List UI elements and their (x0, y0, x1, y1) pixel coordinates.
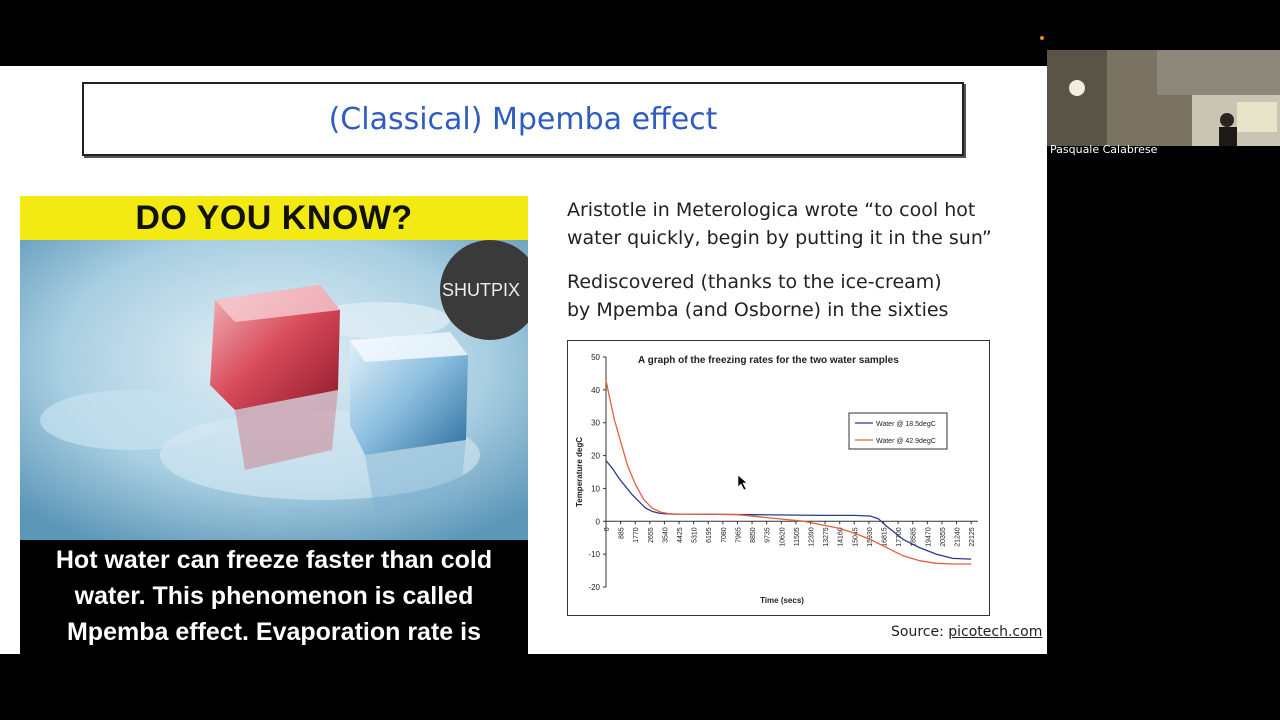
y-tick-label: 40 (591, 385, 600, 395)
paragraph-line: water quickly, begin by putting it in the sun” (567, 227, 992, 249)
banner-text: DO YOU KNOW? (135, 198, 413, 237)
rediscovered-paragraph (567, 268, 948, 324)
x-tick-label: 7080 (720, 527, 728, 543)
chart-title: A graph of the freezing rates for the two water samples (638, 355, 899, 366)
x-tick-label: 15930 (866, 527, 874, 547)
x-tick-label: 8850 (750, 527, 758, 543)
x-tick-label: 5310 (691, 527, 699, 543)
x-tick-label: 21240 (954, 527, 962, 547)
caption-line: water. This phenomenon is called (74, 582, 474, 610)
x-tick-label: 19470 (925, 527, 933, 547)
x-tick-label: 14160 (837, 527, 845, 547)
x-tick-label: 13275 (823, 527, 831, 547)
participant-name: Pasquale Calabrese (1050, 143, 1158, 156)
x-tick-label: 3540 (662, 527, 670, 543)
y-axis-label: Temperature degC (575, 436, 584, 508)
x-tick-label: 6195 (706, 527, 714, 543)
infographic-image (20, 196, 528, 654)
paragraph-line: Aristotle in Meterologica wrote “to cool hot (567, 199, 976, 221)
legend-label: Water @ 42.9degC (876, 438, 936, 445)
x-tick-label: 0 (604, 527, 611, 532)
watermark-text: SHUTPIX (442, 279, 521, 300)
x-tick-label: 9735 (764, 527, 772, 543)
x-tick-label: 18585 (910, 527, 918, 547)
y-tick-label: 50 (591, 353, 600, 362)
freezing-rate-chart (567, 340, 990, 616)
chart-canvas (568, 341, 991, 617)
x-tick-label: 16815 (881, 527, 889, 547)
x-tick-label: 2655 (647, 527, 655, 543)
y-tick-label: 0 (595, 517, 600, 527)
presentation-slide (0, 66, 1047, 654)
source-link[interactable]: picotech.com (948, 624, 1043, 640)
x-tick-label: 12390 (808, 527, 816, 547)
mouse-cursor-icon (738, 475, 747, 490)
x-tick-label: 7965 (735, 527, 743, 543)
participant-video[interactable] (1047, 50, 1280, 146)
paragraph-line: by Mpemba (and Osborne) in the sixties (567, 299, 949, 321)
slide-title: (Classical) Mpemba effect (328, 101, 718, 137)
legend-label: Water @ 18.5degC (876, 421, 936, 428)
x-tick-label: 11505 (793, 527, 801, 547)
source-label: Source: (891, 624, 949, 640)
recording-indicator (1040, 36, 1044, 40)
x-tick-label: 10620 (779, 527, 787, 547)
paragraph-line: Rediscovered (thanks to the ice-cream) (567, 271, 942, 293)
x-tick-label: 17700 (896, 527, 904, 547)
caption-line: Mpemba effect. Evaporation rate is (66, 618, 481, 646)
x-tick-label: 22125 (969, 527, 977, 547)
webcam-feed (1047, 50, 1280, 146)
source-credit (891, 624, 1042, 640)
x-axis-label: Time (secs) (760, 596, 804, 605)
caption-line: Hot water can freeze faster than cold (55, 546, 493, 574)
y-tick-label: -10 (588, 550, 600, 560)
y-tick-label: 10 (591, 484, 600, 494)
y-tick-label: 20 (591, 451, 600, 461)
slide-title-box (82, 82, 964, 156)
x-tick-label: 1770 (633, 527, 641, 543)
x-tick-label: 15045 (852, 527, 860, 547)
do-you-know-banner (20, 196, 528, 240)
image-caption (20, 540, 528, 654)
x-tick-label: 885 (618, 527, 626, 539)
y-tick-label: -20 (588, 583, 600, 592)
x-tick-label: 20355 (939, 527, 947, 547)
x-tick-label: 4425 (677, 527, 685, 543)
y-tick-label: 30 (591, 418, 600, 428)
aristotle-paragraph (567, 196, 992, 252)
